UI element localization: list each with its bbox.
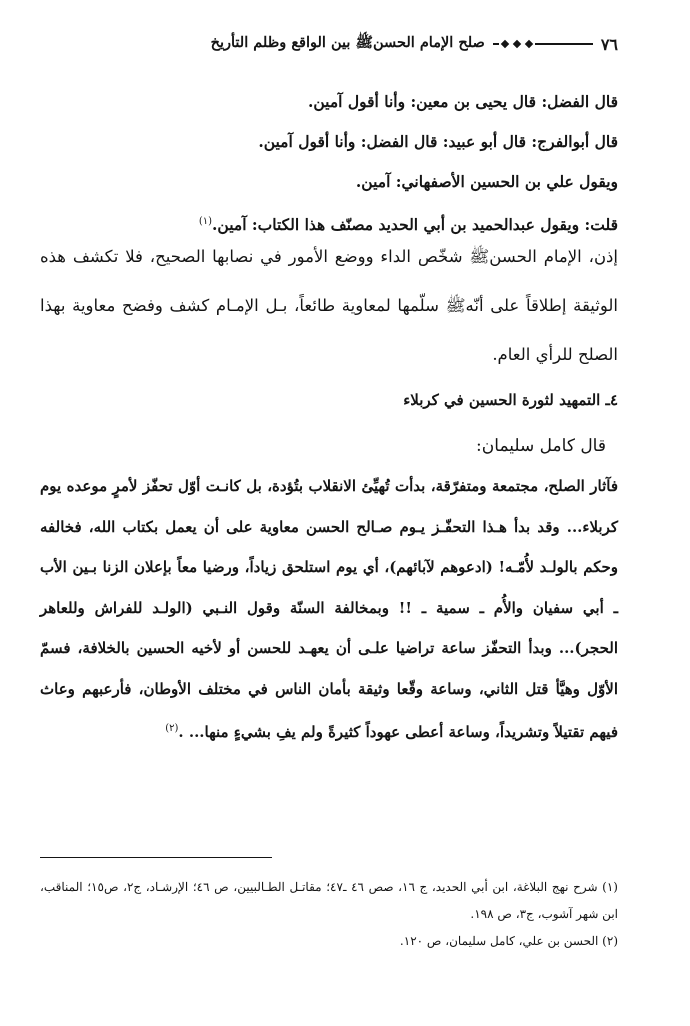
block-quote: [40, 466, 618, 753]
book-page: [40, 0, 618, 1026]
text-line: قال الفضل: قال يحيى بن معين: وأنا أقول آمين.: [307, 92, 618, 111]
header-ornament: [493, 41, 593, 47]
diamond-ornament-icon: [501, 40, 509, 48]
footnotes: [40, 874, 618, 955]
text-line: قال أبوالفرج: قال أبو عبيد: قال الفضل: وأنا أقول آمين.: [258, 132, 618, 151]
closing-line: قلت: ويقول عبدالحميد بن أبي الحديد مصنّف هذا الكتاب: آمين.: [212, 215, 618, 235]
running-title: صلح الإمام الحسنﷺ بين الواقع وظلم التأريخ: [210, 33, 485, 51]
footnote-divider: [40, 857, 272, 858]
body-paragraph: إذن، الإمام الحسنﷺ شخّص الداء ووضع الأمور في نصابها الصحيح، فلا تكشف هذه الوثيقة إطلاقاً على أنّهﷺ سلّمها لمعاوية طائعاً، بـل الإمـام كشف وفضح معاوية بهذا الصلح للرأي العام.: [40, 247, 618, 364]
quote-intro: قال كامل سليمان:: [476, 436, 606, 456]
page-header: [40, 32, 618, 56]
footnote-ref[interactable]: (٢): [165, 723, 179, 734]
diamond-ornament-icon: [525, 40, 533, 48]
page-number: ٧٦: [600, 34, 618, 54]
text-line: ويقول علي بن الحسين الأصفهاني: آمين.: [355, 172, 618, 191]
footnote: (٢) الحسن بن علي، كامل سليمان، ص ١٢٠.: [399, 934, 618, 948]
diamond-ornament-icon: [513, 40, 521, 48]
section-heading: ٤ـ التمهيد لثورة الحسين في كربلاء: [403, 391, 618, 409]
quoted-lines: [40, 82, 618, 245]
footnote: (١) شرح نهج البلاغة، ابن أبي الحديد، ج ١٦، صص ٤٦ ـ٤٧؛ مقاتـل الطـالبيين، ص ٤٦؛ الإرشـاد، ج٢، ص١٥؛ المناقب، ابن شهر آشوب، ج٣، ص ١٩٨.: [40, 880, 618, 921]
quote-text: فآثار الصلح، مجتمعة ومتفرّقة، بدأت تُهيِّئ الانقلاب بتُؤدة، بل كانـت أوّل تحفّز لأمرٍ موعده يوم كربلاء... وقد بدأ هـذا التحفّـز يـوم صـالح الحسن معاوية على أن يعمل بكتاب الله، فخالفه وحكم بالولـد لأُمّـه! (ادعوهم لآبائهم)، أي يوم استلحق زياداً، ورضيا معاً بإعلان الزنا بـين الأب ـ أبي سفيان والأُم ـ سمية ـ !! وبمخالفة السنّة وقول النـبي (الولـد للفراش وللعاهر الحجر)... وبدأ التحفّز ساعة تراضيا علـى أن يعهـد للحسن أو لأخيه الحسين بالخلافة، فسمّ الأوّل وهيَّأ قتل الثاني، وساعة وقّعا وثيقة بأمان الناس في مختلف الأوطان، فأرعبهم وعاث فيهم تقتيلاً وتشريداً، وساعة أعطى عهوداً كثيرةً ولم يفِ بشيءٍ منها... .: [40, 477, 618, 741]
footnote-ref[interactable]: (١): [198, 216, 213, 227]
